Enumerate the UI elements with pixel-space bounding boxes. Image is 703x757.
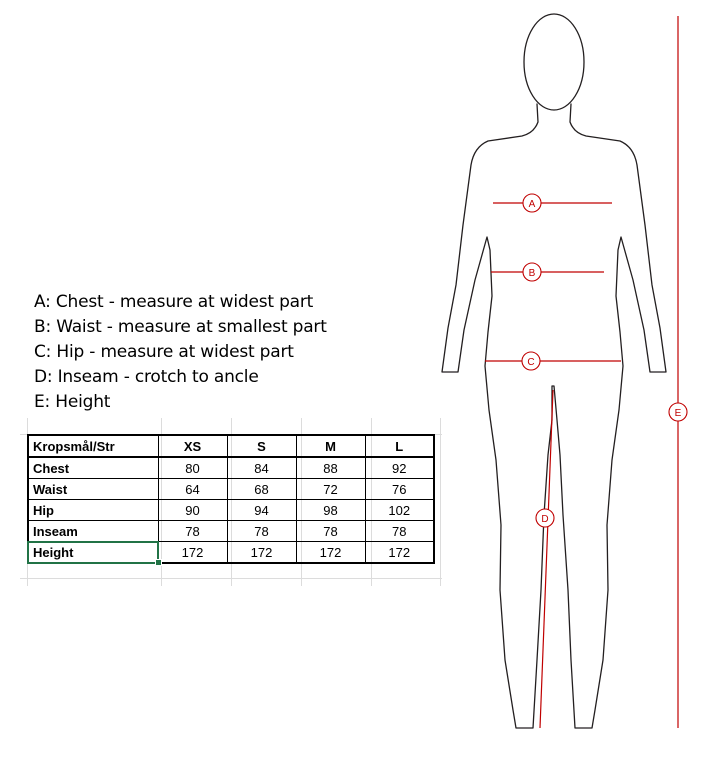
svg-text:D: D xyxy=(541,514,549,525)
svg-text:A: A xyxy=(528,199,536,210)
table-cell[interactable]: 64 xyxy=(158,479,227,500)
marker-d xyxy=(536,509,554,527)
body-silhouette xyxy=(442,104,666,728)
table-cell[interactable]: 172 xyxy=(296,542,365,564)
svg-text:B: B xyxy=(528,268,536,279)
table-cell[interactable]: 172 xyxy=(158,542,227,564)
table-cell[interactable]: 78 xyxy=(365,521,434,542)
table-cell[interactable]: 98 xyxy=(296,500,365,521)
table-cell[interactable]: 68 xyxy=(227,479,296,500)
row-label-waist[interactable]: Waist xyxy=(28,479,158,500)
table-cell[interactable]: 72 xyxy=(296,479,365,500)
table-cell[interactable]: 102 xyxy=(365,500,434,521)
legend-item-waist: B: Waist - measure at smallest part xyxy=(34,317,327,337)
table-cell[interactable]: 78 xyxy=(296,521,365,542)
svg-text:E: E xyxy=(674,408,682,419)
row-label-inseam[interactable]: Inseam xyxy=(28,521,158,542)
marker-a xyxy=(523,194,541,212)
measurement-lines xyxy=(485,16,678,728)
head-shape xyxy=(524,14,584,110)
legend-item-hip: C: Hip - measure at widest part xyxy=(34,342,294,362)
table-cell[interactable]: 76 xyxy=(365,479,434,500)
header-cell-m[interactable]: M xyxy=(296,435,365,457)
table-cell[interactable]: 80 xyxy=(158,457,227,479)
header-cell-l[interactable]: L xyxy=(365,435,434,457)
table-cell[interactable]: 78 xyxy=(227,521,296,542)
header-cell-label[interactable]: Kropsmål/Str xyxy=(28,435,158,457)
table-cell[interactable]: 90 xyxy=(158,500,227,521)
row-label-chest[interactable]: Chest xyxy=(28,457,158,479)
table-cell[interactable]: 84 xyxy=(227,457,296,479)
header-cell-xs[interactable]: XS xyxy=(158,435,227,457)
table-cell[interactable]: 78 xyxy=(158,521,227,542)
marker-c xyxy=(522,352,540,370)
marker-b xyxy=(523,263,541,281)
svg-text:C: C xyxy=(527,357,535,368)
table-cell[interactable]: 92 xyxy=(365,457,434,479)
header-cell-s[interactable]: S xyxy=(227,435,296,457)
row-label-height: Height xyxy=(33,544,74,560)
marker-e xyxy=(669,403,687,421)
legend-item-inseam: D: Inseam - crotch to ancle xyxy=(34,367,259,387)
table-cell[interactable]: 172 xyxy=(365,542,434,564)
legend-item-chest: A: Chest - measure at widest part xyxy=(34,292,314,312)
table-cell[interactable]: 94 xyxy=(227,500,296,521)
body-outline xyxy=(442,14,666,728)
table-cell[interactable]: 172 xyxy=(227,542,296,564)
legend-item-height: E: Height xyxy=(34,392,111,412)
table-cell[interactable]: 88 xyxy=(296,457,365,479)
row-label-hip[interactable]: Hip xyxy=(28,500,158,521)
